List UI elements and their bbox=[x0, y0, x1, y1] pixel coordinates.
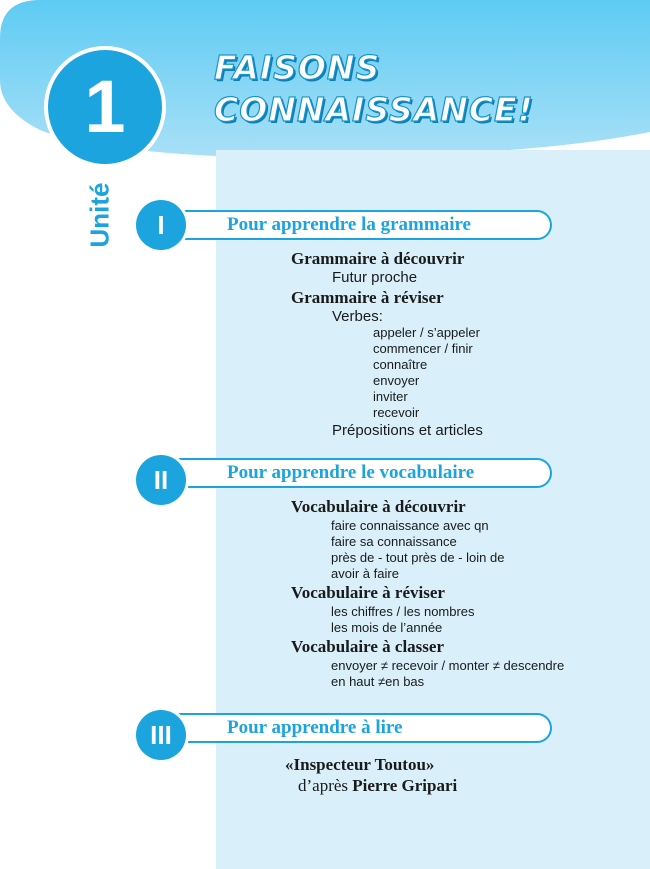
verb-item: inviter bbox=[373, 389, 408, 404]
verb-item: envoyer bbox=[373, 373, 420, 388]
list-item: Futur proche bbox=[332, 269, 418, 286]
verb-item: recevoir bbox=[373, 405, 420, 420]
list-item: près de - tout près de - loin de bbox=[331, 550, 505, 565]
list-item: Verbes: bbox=[332, 308, 383, 325]
list-item: les mois de l’année bbox=[331, 620, 443, 635]
list-item: les chiffres / les nombres bbox=[331, 604, 475, 619]
reading-author-line bbox=[298, 776, 457, 796]
list-item: avoir à faire bbox=[331, 566, 399, 581]
unit-number: 1 bbox=[84, 65, 126, 148]
verb-item: connaître bbox=[373, 357, 428, 372]
reading-author-prefix: d’après bbox=[298, 776, 349, 795]
reading-author: Pierre Gripari bbox=[352, 776, 458, 795]
section-2-title: Pour apprendre le vocabulaire bbox=[227, 462, 475, 483]
list-item: faire sa connaissance bbox=[331, 534, 457, 549]
section-1-title: Pour apprendre la grammaire bbox=[227, 214, 471, 235]
section-1-numeral: I bbox=[157, 210, 165, 240]
unit-title-line-2: CONNAISSANCE! bbox=[214, 90, 534, 129]
verb-item: commencer / finir bbox=[373, 341, 473, 356]
unit-label: Unité bbox=[84, 182, 115, 248]
group-heading: Grammaire à réviser bbox=[291, 288, 444, 307]
list-item: Prépositions et articles bbox=[332, 422, 483, 439]
group-heading: Vocabulaire à classer bbox=[291, 637, 444, 656]
reading-title: «Inspecteur Toutou» bbox=[285, 755, 435, 774]
section-3-numeral: III bbox=[150, 720, 172, 750]
list-item: faire connaissance avec qn bbox=[331, 518, 489, 533]
group-heading: Grammaire à découvrir bbox=[291, 249, 465, 268]
section-3-title: Pour apprendre à lire bbox=[227, 717, 403, 738]
unit-title-line-1: FAISONS bbox=[214, 48, 381, 87]
verb-item: appeler / s’appeler bbox=[373, 325, 480, 340]
list-item: envoyer ≠ recevoir / monter ≠ descendre bbox=[331, 658, 565, 673]
group-heading: Vocabulaire à découvrir bbox=[291, 497, 466, 516]
list-item: en haut ≠en bas bbox=[331, 674, 425, 689]
group-heading: Vocabulaire à réviser bbox=[291, 583, 445, 602]
section-2-numeral: II bbox=[153, 465, 169, 495]
